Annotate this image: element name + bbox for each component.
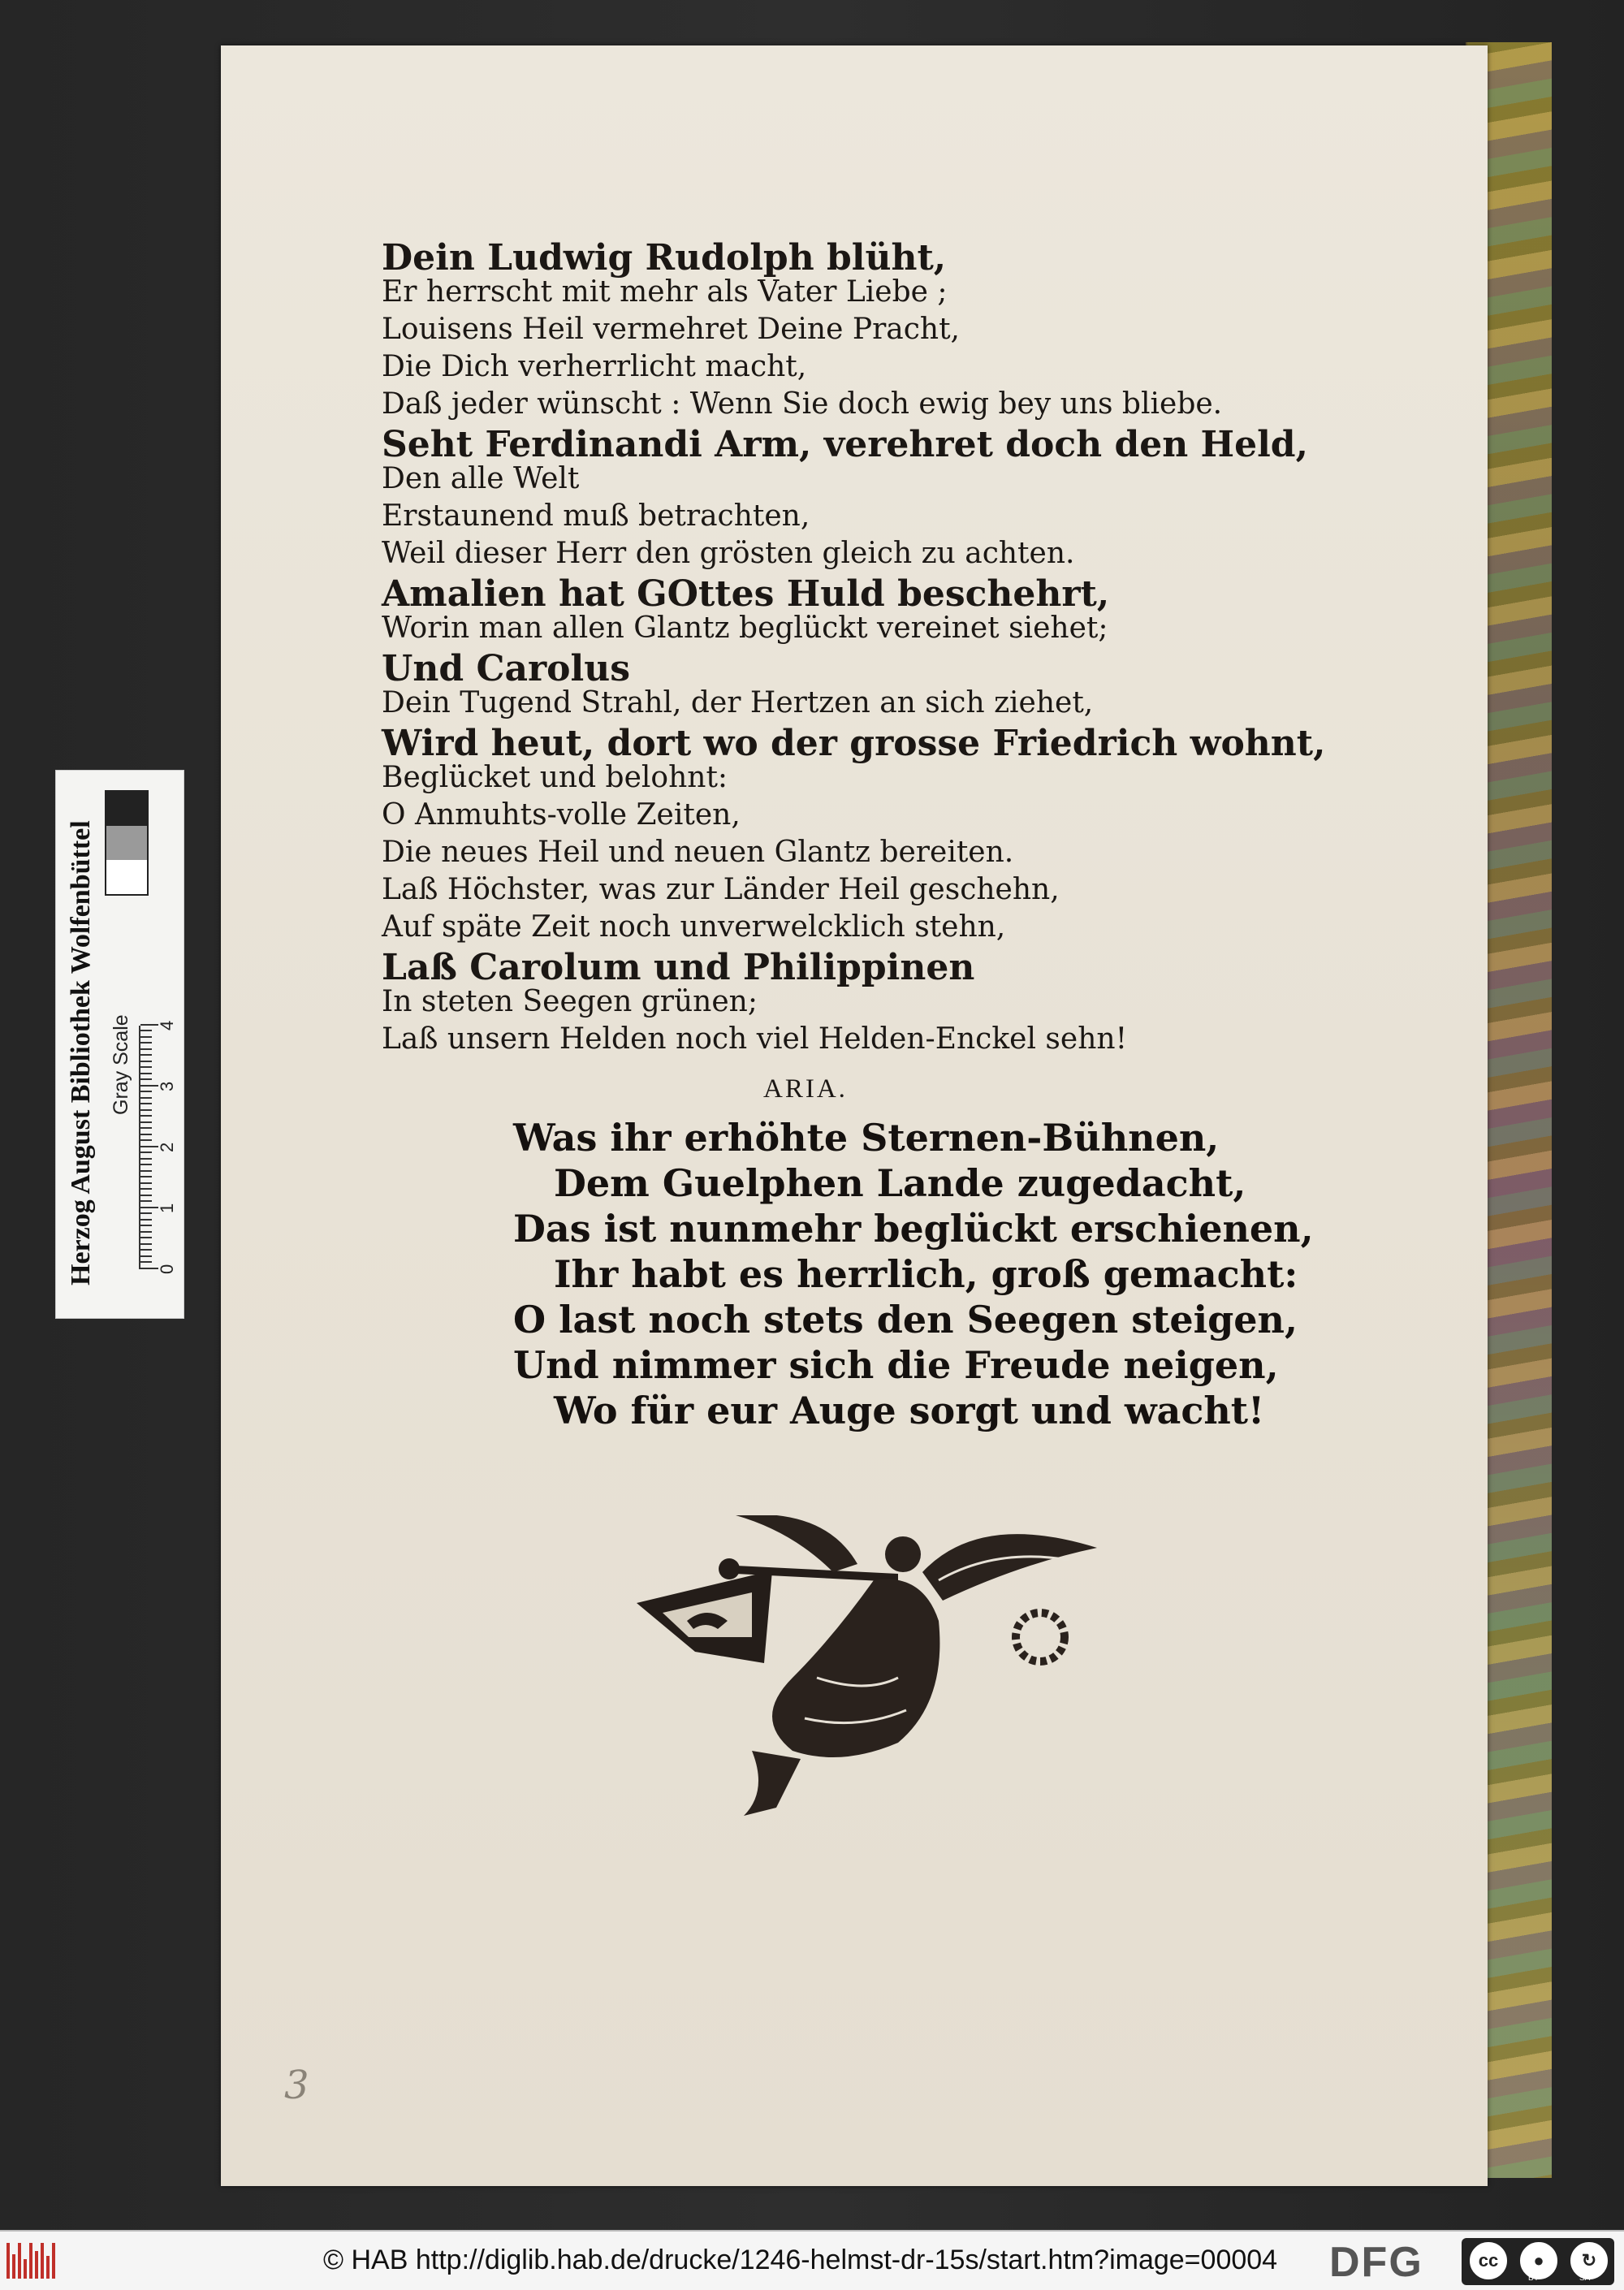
ruler-tick: [140, 1067, 152, 1069]
institution-label: Herzog August Bibliothek Wolfenbüttel: [66, 820, 96, 1285]
ruler-tick: [140, 1116, 152, 1117]
ruler-number: 0: [157, 1264, 177, 1274]
aria-line: Und nimmer sich die Freude neigen,: [513, 1343, 1279, 1387]
gray-scale-label: Gray Scale: [110, 1014, 132, 1115]
ruler-tick: [140, 1231, 152, 1233]
ruler-tick: [140, 1189, 152, 1190]
ruler-tick: [140, 1243, 152, 1245]
ruler-tick: [140, 1255, 152, 1257]
ruler-tick: [140, 1036, 152, 1038]
ruler-tick: [140, 1134, 152, 1135]
verse-line: Erstaunend muß betrachten,: [382, 499, 810, 533]
verse-line: Auf späte Zeit noch unverwelcklich stehn,: [382, 910, 1006, 944]
cc-by-sa-license-icon[interactable]: cc ● ↻ BY SA: [1462, 2238, 1614, 2285]
ruler-tick: [140, 1073, 152, 1074]
aria-title: ARIA.: [763, 1074, 848, 1104]
ruler-number: 4: [157, 1020, 177, 1030]
ruler-tick: [140, 1207, 158, 1208]
ruler-tick: [140, 1097, 152, 1099]
gray-scale-card: [55, 770, 184, 1319]
ruler-tick: [140, 1121, 152, 1123]
citation-link[interactable]: © HAB http://diglib.hab.de/drucke/1246-helmst-dr-15s/start.htm?image=00004: [323, 2245, 1278, 2275]
verse-line: Die neues Heil und neuen Glantz bereiten.: [382, 836, 1014, 869]
cc-icon: cc: [1470, 2242, 1507, 2279]
verse-line: Laß Carolum und Philippinen: [382, 947, 975, 988]
ruler-tick: [140, 1043, 152, 1044]
aria-line: Ihr habt es herrlich, groß gemacht:: [554, 1252, 1298, 1296]
pencil-page-number: 3: [284, 2063, 309, 2108]
sa-icon: ↻: [1570, 2242, 1608, 2279]
verse-line: Beglücket und belohnt:: [382, 761, 728, 794]
hab-logo-icon: [6, 2243, 67, 2279]
verse-line: In steten Seegen grünen;: [382, 985, 758, 1018]
verse-line: O Anmuhts-volle Zeiten,: [382, 798, 741, 832]
ruler-tick: [140, 1128, 152, 1130]
dfg-logo: DFG: [1329, 2239, 1423, 2286]
ruler-tick: [140, 1109, 152, 1111]
aria-line: Das ist nunmehr beglückt erschienen,: [513, 1207, 1314, 1251]
ruler-tick: [140, 1195, 152, 1196]
verse-line: Seht Ferdinandi Arm, verehret doch den Held,: [382, 424, 1308, 465]
verse-line: Er herrscht mit mehr als Vater Liebe ;: [382, 275, 948, 309]
verse-line: Laß Höchster, was zur Länder Heil geschehn,: [382, 873, 1060, 906]
ruler-tick: [140, 1091, 152, 1093]
angel-woodcut-image: [630, 1515, 1101, 1816]
ruler-tick: [140, 1079, 152, 1081]
aria-line: Wo für eur Auge sorgt und wacht!: [554, 1389, 1265, 1432]
verse-line: Wird heut, dort wo der grosse Friedrich wohnt,: [382, 723, 1326, 764]
ruler-tick: [140, 1024, 158, 1026]
verse-line: Die Dich verherrlicht macht,: [382, 350, 807, 383]
ruler-tick: [140, 1055, 152, 1056]
verse-line: Dein Ludwig Rudolph blüht,: [382, 237, 947, 279]
verse-line: Louisens Heil vermehret Deine Pracht,: [382, 313, 961, 346]
ruler-tick: [140, 1085, 158, 1087]
ruler-tick: [140, 1146, 158, 1147]
ruler-number: 2: [157, 1142, 177, 1152]
by-icon: ●: [1520, 2242, 1557, 2279]
ruler-tick: [140, 1262, 152, 1264]
ruler-number: 1: [157, 1203, 177, 1213]
verse-line: Dein Tugend Strahl, der Hertzen an sich ziehet,: [382, 686, 1094, 719]
ruler-tick: [140, 1201, 152, 1203]
ruler-number: 3: [157, 1081, 177, 1091]
ruler: [139, 1020, 177, 1274]
ruler-tick: [140, 1177, 152, 1178]
aria-line: O last noch stets den Seegen steigen,: [513, 1298, 1298, 1342]
ruler-tick: [140, 1268, 158, 1269]
ruler-tick: [140, 1225, 152, 1227]
footer-bar: [0, 2230, 1624, 2290]
verse-line: Daß jeder wünscht : Wenn Sie doch ewig bey uns bliebe.: [382, 387, 1223, 421]
aria-line: Was ihr erhöhte Sternen-Bühnen,: [513, 1116, 1220, 1160]
verse-line: Amalien hat GOttes Huld beschehrt,: [382, 573, 1110, 615]
verse-line: Weil dieser Herr den grösten gleich zu achten.: [382, 537, 1075, 570]
gray-swatches: [105, 790, 149, 896]
ruler-tick: [140, 1048, 152, 1050]
verse-line: Worin man allen Glantz beglückt vereinet siehet;: [382, 611, 1108, 645]
ruler-tick: [140, 1219, 152, 1221]
verse-line: Und Carolus: [382, 648, 630, 689]
verse-line: Den alle Welt: [382, 462, 580, 495]
ruler-tick: [140, 1158, 152, 1160]
aria-line: Dem Guelphen Lande zugedacht,: [554, 1161, 1246, 1205]
ruler-tick: [140, 1140, 152, 1142]
ruler-tick: [140, 1182, 152, 1184]
ruler-tick: [140, 1061, 152, 1062]
ruler-tick: [140, 1250, 152, 1251]
ruler-tick: [140, 1104, 152, 1105]
verse-line: Laß unsern Helden noch viel Helden-Enckel sehn!: [382, 1022, 1128, 1056]
ruler-tick: [140, 1170, 152, 1172]
ruler-tick: [140, 1030, 152, 1032]
ruler-tick: [140, 1164, 152, 1166]
ruler-tick: [140, 1152, 152, 1154]
ruler-tick: [140, 1213, 152, 1215]
ruler-tick: [140, 1238, 152, 1239]
